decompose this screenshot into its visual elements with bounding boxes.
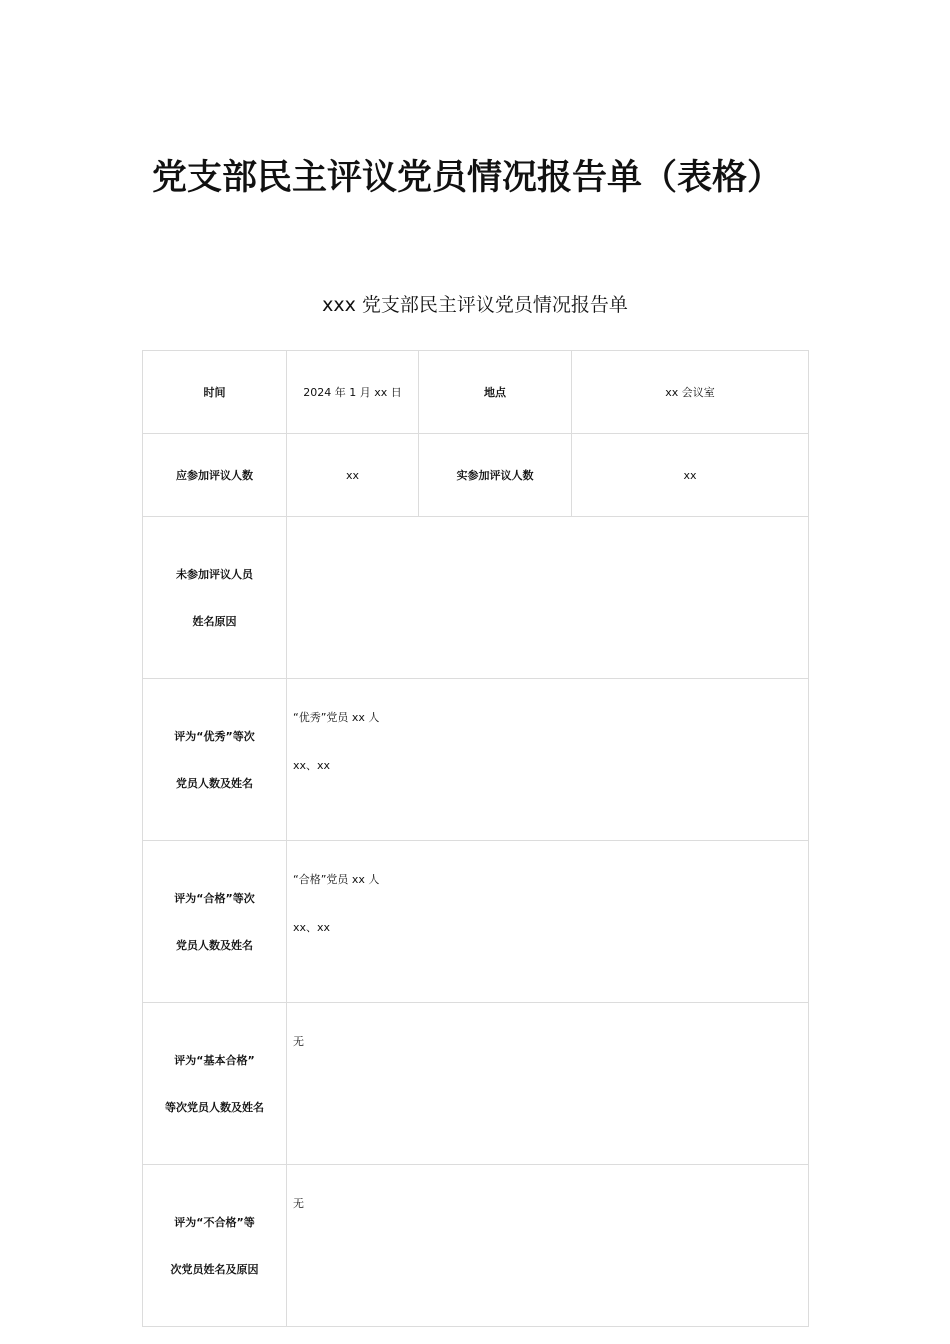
unqualified-content <box>287 1165 809 1327</box>
place-label: 地点 <box>419 351 572 434</box>
qualified-count: “合格”党员 xx 人 <box>293 873 380 886</box>
basic-qualified-label-line2: 等次党员人数及姓名 <box>165 1100 264 1114</box>
unqualified-value: 无 <box>293 1197 304 1210</box>
excellent-content <box>287 679 809 841</box>
absent-content <box>287 517 809 679</box>
absent-label <box>143 517 287 679</box>
expected-count-value: xx <box>287 434 419 517</box>
document-title: 党支部民主评议党员情况报告单（表格） <box>151 158 782 198</box>
unqualified-label <box>143 1165 287 1327</box>
actual-count-value: xx <box>572 434 809 517</box>
excellent-label-line1: 评为“优秀”等次 <box>174 729 255 743</box>
qualified-label <box>143 841 287 1003</box>
qualified-content <box>287 841 809 1003</box>
excellent-label <box>143 679 287 841</box>
excellent-label-line2: 党员人数及姓名 <box>176 776 253 790</box>
basic-qualified-content <box>287 1003 809 1165</box>
basic-qualified-label <box>143 1003 287 1165</box>
table-row-excellent <box>143 679 809 841</box>
table-row-qualified <box>143 841 809 1003</box>
table-title: xxx 党支部民主评议党员情况报告单 <box>322 294 628 316</box>
table-row-unqualified <box>143 1165 809 1327</box>
place-value: xx 会议室 <box>572 351 809 434</box>
expected-count-label: 应参加评议人数 <box>143 434 287 517</box>
time-label: 时间 <box>143 351 287 434</box>
basic-qualified-value: 无 <box>293 1035 304 1048</box>
qualified-names: xx、xx <box>293 921 331 934</box>
report-table <box>142 350 809 1327</box>
unqualified-label-line2: 次党员姓名及原因 <box>170 1262 259 1276</box>
qualified-label-line1: 评为“合格”等次 <box>174 891 255 905</box>
excellent-count: “优秀”党员 xx 人 <box>293 711 380 724</box>
absent-label-line2: 姓名原因 <box>192 614 237 628</box>
basic-qualified-label-line1: 评为“基本合格” <box>174 1053 255 1067</box>
absent-label-line1: 未参加评议人员 <box>176 567 253 581</box>
table-row-absent <box>143 517 809 679</box>
qualified-label-line2: 党员人数及姓名 <box>176 938 253 952</box>
time-value: 2024 年 1 月 xx 日 <box>287 351 419 434</box>
table-row-basic-qualified <box>143 1003 809 1165</box>
table-row-counts <box>143 434 809 517</box>
excellent-names: xx、xx <box>293 759 331 772</box>
actual-count-label: 实参加评议人数 <box>419 434 572 517</box>
table-row-time-place <box>143 351 809 434</box>
unqualified-label-line1: 评为“不合格”等 <box>174 1215 255 1229</box>
